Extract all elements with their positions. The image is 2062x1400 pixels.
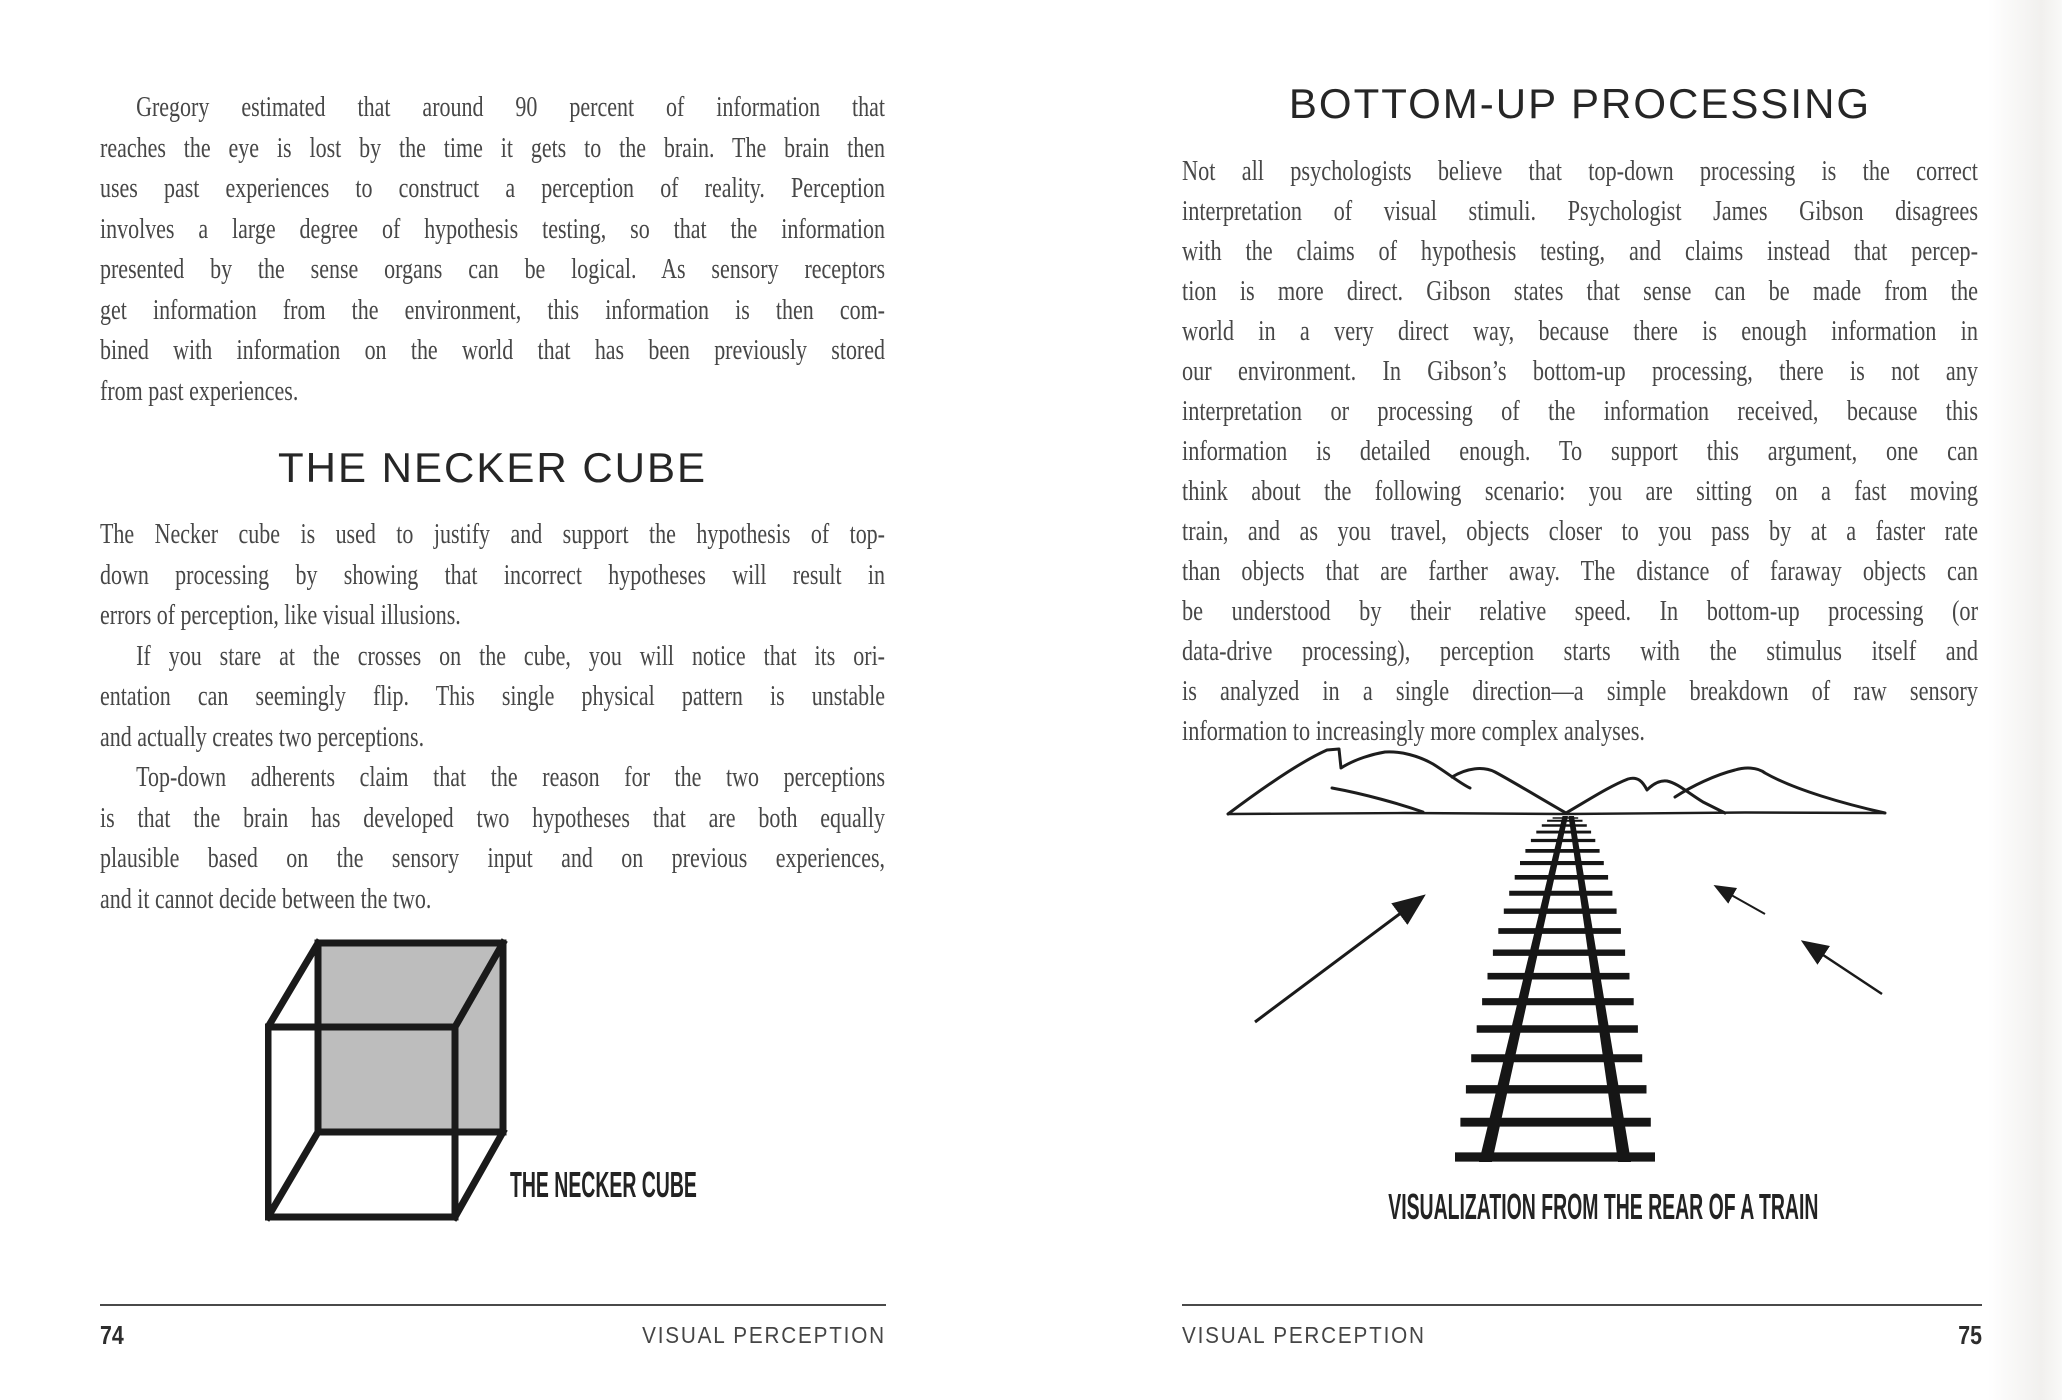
necker-cube-caption (510, 1164, 856, 1206)
train-figure-caption-text: VISUALIZATION FROM THE REAR OF A TRAIN (1388, 1186, 1819, 1227)
text-line: and it cannot decide between the two. (100, 883, 432, 915)
train-figure-caption (1205, 1186, 1905, 1228)
text-line: world in a very direct way, because there is enough information in (1182, 316, 1978, 347)
left-running-title-text: VISUAL PERCEPTION (642, 1322, 886, 1348)
left-paragraph-4 (100, 758, 885, 920)
text-line: Gregory estimated that around 90 percent of information that (136, 92, 886, 123)
right-footer-rule (1182, 1304, 1982, 1306)
text-line: interpretation or processing of the information received, because this (1182, 396, 1978, 427)
text-line: involves a large degree of hypothesis testing, so that the information (100, 213, 885, 245)
text-line: data-drive processing), perception starts with the stimulus itself and (1182, 636, 1978, 667)
left-body-2 (100, 515, 885, 920)
text-line: The Necker cube is used to justify and support the hypothesis of top- (100, 519, 885, 550)
right-paragraph-1 (1182, 152, 1978, 752)
text-line: think about the following scenario: you are sitting on a fast moving (1182, 476, 1978, 507)
text-line: and actually creates two perceptions. (100, 721, 425, 753)
text-line: presented by the sense organs can be logical. As sensory receptors (100, 254, 885, 285)
text-line: Top-down adherents claim that the reason for the two perceptions (136, 762, 886, 793)
horizon-line (1228, 813, 1885, 815)
necker-cube-drawing (265, 938, 510, 1223)
right-running-title-text: VISUAL PERCEPTION (1182, 1322, 1426, 1348)
necker-cube-figure (265, 938, 510, 1223)
mountains-right (1566, 768, 1885, 813)
text-line: interpretation of visual stimuli. Psychologist James Gibson disagrees (1182, 196, 1978, 227)
train-perspective-figure (1205, 742, 1905, 1168)
text-line: information to increasingly more complex analyses. (1182, 716, 1645, 747)
left-paragraph-2 (100, 515, 885, 637)
text-line: be understood by their relative speed. In bottom-up processing (or (1182, 596, 1978, 627)
left-page-number-text: 74 (100, 1320, 124, 1350)
text-line: If you stare at the crosses on the cube, you will notice that its ori- (136, 640, 886, 672)
necker-cube-caption-text: THE NECKER CUBE (510, 1164, 697, 1205)
text-line: get information from the environment, this information is then com- (100, 294, 885, 326)
right-page-number (1582, 1320, 1982, 1351)
text-line: bined with information on the world that has been previously stored (100, 335, 885, 366)
rails (1479, 816, 1631, 1162)
train-perspective-drawing (1205, 742, 1905, 1168)
text-line: our environment. In Gibson’s bottom-up processing, there is not any (1182, 356, 1978, 387)
left-motion-arrow (1255, 898, 1421, 1022)
right-page-number-text: 75 (1958, 1320, 1982, 1350)
text-line: information is detailed enough. To support this argument, one can (1182, 436, 1978, 467)
left-section-heading: THE NECKER CUBE (277, 444, 708, 491)
left-paragraph-1 (100, 88, 885, 412)
right-running-title (1182, 1322, 1453, 1349)
cube-back-face (318, 943, 503, 1132)
right-lower-motion-arrow (1805, 943, 1882, 994)
text-line: errors of perception, like visual illusions. (100, 600, 461, 631)
text-line: uses past experiences to construct a perception of reality. Perception (100, 173, 885, 204)
text-line: reaches the eye is lost by the time it gets to the brain. The brain then (100, 132, 885, 164)
text-line: is that the brain has developed two hypotheses that are both equally (100, 802, 885, 834)
text-line: with the claims of hypothesis testing, and claims instead that percep- (1182, 236, 1978, 267)
text-line: tion is more direct. Gibson states that sense can be made from the (1182, 276, 1978, 307)
text-line: train, and as you travel, objects closer to you pass by at a faster rate (1182, 516, 1978, 547)
text-line: is analyzed in a single direction—a simple breakdown of raw sensory (1182, 676, 1978, 707)
left-footer-rule (100, 1304, 886, 1306)
right-upper-motion-arrow (1717, 887, 1765, 914)
mountains-left (1228, 749, 1566, 814)
right-section-heading: BOTTOM-UP PROCESSING (1288, 80, 1872, 127)
left-page-number (100, 1320, 129, 1351)
text-line: from past experiences. (100, 375, 299, 407)
left-paragraph-3 (100, 637, 885, 759)
text-line: entation can seemingly flip. This single physical pattern is unstable (100, 681, 885, 712)
text-line: Not all psychologists believe that top-down processing is the correct (1182, 156, 1978, 187)
text-line: down processing by showing that incorrect hypotheses will result in (100, 559, 885, 591)
text-line: than objects that are farther away. The distance of faraway objects can (1182, 556, 1978, 587)
text-line: plausible based on the sensory input and on previous experiences, (100, 843, 885, 874)
left-running-title (486, 1322, 886, 1349)
